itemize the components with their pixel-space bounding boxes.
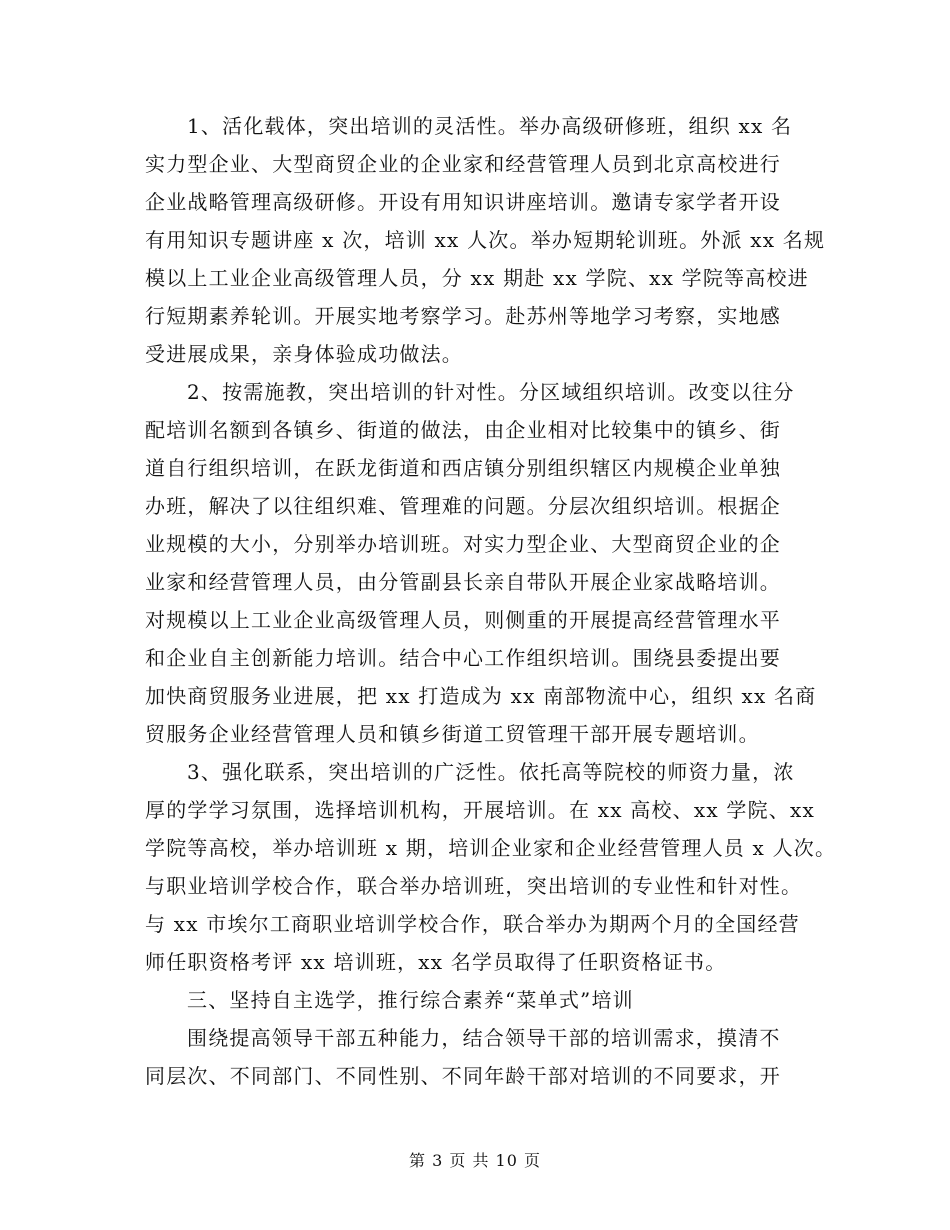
text-line: 师任职资格考评 xx 培训班，xx 名学员取得了任职资格证书。	[145, 950, 727, 974]
text-line: 受进展成果，亲身体验成功做法。	[145, 342, 463, 366]
text-line: 模以上工业企业高级管理人员，分 xx 期赴 xx 学院、xx 学院等高校进	[145, 266, 809, 290]
text-line: 行短期素养轮训。开展实地考察学习。赴苏州等地学习考察，实地感	[145, 304, 781, 328]
text-line: 2、按需施教，突出培训的针对性。分区域组织培训。改变以往分	[187, 380, 795, 404]
text-line: 办班，解决了以往组织难、管理难的问题。分层次组织培训。根据企	[145, 494, 781, 518]
text-line: 围绕提高领导干部五种能力，结合领导干部的培训需求，摸清不	[187, 1026, 781, 1050]
text-line: 配培训名额到各镇乡、街道的做法，由企业相对比较集中的镇乡、街	[145, 418, 781, 442]
text-line: 学院等高校，举办培训班 x 期，培训企业家和企业经营管理人员 x 人次。	[145, 836, 837, 860]
text-line: 有用知识专题讲座 x 次，培训 xx 人次。举办短期轮训班。外派 xx 名规	[145, 228, 826, 252]
text-line: 企业战略管理高级研修。开设有用知识讲座培训。邀请专家学者开设	[145, 190, 781, 214]
text-line: 1、活化载体，突出培训的灵活性。举办高级研修班，组织 xx 名	[187, 114, 793, 138]
text-line: 与职业培训学校合作，联合举办培训班，突出培训的专业性和针对性。	[145, 874, 803, 898]
text-line: 道自行组织培训，在跃龙街道和西店镇分别组织辖区内规模企业单独	[145, 456, 781, 480]
text-line: 实力型企业、大型商贸企业的企业家和经营管理人员到北京高校进行	[145, 152, 781, 176]
text-line: 贸服务企业经营管理人员和镇乡街道工贸管理干部开展专题培训。	[145, 722, 760, 746]
text-line: 业规模的大小，分别举办培训班。对实力型企业、大型商贸企业的企	[145, 532, 781, 556]
text-line: 和企业自主创新能力培训。结合中心工作组织培训。围绕县委提出要	[145, 646, 781, 670]
text-line: 同层次、不同部门、不同性别、不同年龄干部对培训的不同要求，开	[145, 1064, 781, 1088]
text-line: 对规模以上工业企业高级管理人员，则侧重的开展提高经营管理水平	[145, 608, 781, 632]
text-line: 厚的学学习氛围，选择培训机构，开展培训。在 xx 高校、xx 学院、xx	[145, 798, 815, 822]
text-line: 加快商贸服务业进展，把 xx 打造成为 xx 南部物流中心，组织 xx 名商	[145, 684, 817, 708]
section-heading: 三、坚持自主选学，推行综合素养“菜单式”培训	[187, 988, 634, 1012]
text-line: 3、强化联系，突出培训的广泛性。依托高等院校的师资力量，浓	[187, 760, 795, 784]
text-line: 与 xx 市埃尔工商职业培训学校合作，联合举办为期两个月的全国经营	[145, 912, 800, 936]
text-line: 业家和经营管理人员，由分管副县长亲自带队开展企业家战略培训。	[145, 570, 781, 594]
page-footer: 第 3 页 共 10 页	[409, 1151, 541, 1170]
